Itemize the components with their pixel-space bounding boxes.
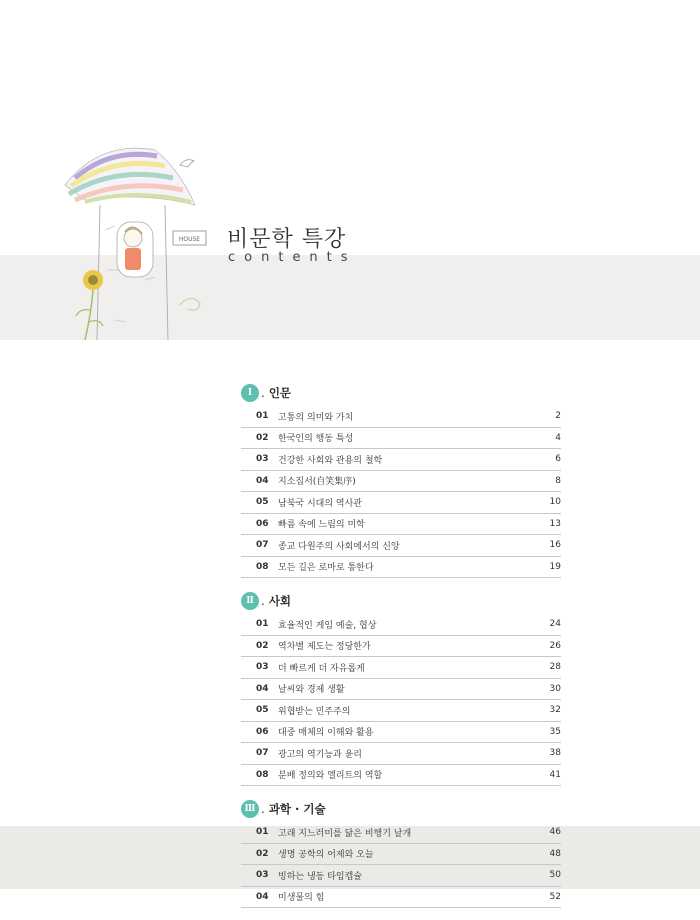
section-title: 사회: [268, 594, 292, 608]
toc-page: 16: [549, 540, 561, 551]
section-number-badge: Ⅰ: [241, 384, 259, 402]
toc-page: 8: [555, 475, 561, 486]
toc-row[interactable]: [241, 844, 561, 866]
toc-row[interactable]: [241, 514, 561, 536]
toc-row[interactable]: [241, 471, 561, 493]
section-header: [241, 382, 561, 404]
section-dot: .: [261, 594, 265, 608]
toc-row[interactable]: [241, 822, 561, 844]
toc-page: 35: [549, 726, 561, 737]
section-number-badge: Ⅲ: [241, 800, 259, 818]
toc-row[interactable]: [241, 865, 561, 887]
toc-number: 02: [256, 640, 269, 651]
section-science-technology: [241, 798, 561, 908]
toc-page: 52: [549, 891, 561, 902]
toc-page: 6: [555, 454, 561, 465]
toc-page: 10: [549, 497, 561, 508]
toc-page: 2: [555, 411, 561, 422]
toc-title: 한국인의 행동 특성: [278, 434, 354, 445]
toc-row[interactable]: [241, 449, 561, 471]
toc-title: 대중 매체의 이해와 활용: [278, 728, 374, 739]
page-subtitle: contents: [228, 250, 357, 265]
toc-title: 빙하는 냉동 타임캡슐: [278, 871, 362, 882]
toc-row[interactable]: [241, 636, 561, 658]
toc-number: 01: [256, 827, 269, 838]
toc-number: 08: [256, 561, 269, 572]
toc-row[interactable]: [241, 743, 561, 765]
toc-page: 30: [549, 683, 561, 694]
section-dot: .: [261, 386, 265, 400]
section-number-badge: Ⅱ: [241, 592, 259, 610]
toc-number: 02: [256, 848, 269, 859]
toc-number: 07: [256, 748, 269, 759]
toc-title: 미생물의 힘: [278, 893, 325, 904]
toc-row[interactable]: [241, 428, 561, 450]
toc-page: 32: [549, 705, 561, 716]
toc-number: 06: [256, 726, 269, 737]
section-society: [241, 590, 561, 786]
toc-number: 08: [256, 769, 269, 780]
toc-title: 종교 다원주의 사회에서의 신앙: [278, 541, 400, 552]
section-header: [241, 590, 561, 612]
toc-title: 고통의 의미와 가치: [278, 412, 354, 423]
toc-page: 50: [549, 870, 561, 881]
toc-title: 날씨와 경제 생활: [278, 685, 345, 696]
page-title: 비문학 특강: [227, 227, 347, 252]
toc-row[interactable]: [241, 722, 561, 744]
toc-title: 남북국 시대의 역사관: [278, 498, 362, 509]
toc-row[interactable]: [241, 614, 561, 636]
toc-title: 분배 정의와 엘리트의 역할: [278, 771, 383, 782]
toc-number: 07: [256, 540, 269, 551]
toc-number: 06: [256, 518, 269, 529]
toc-number: 04: [256, 475, 269, 486]
toc-row[interactable]: [241, 657, 561, 679]
toc-row[interactable]: [241, 535, 561, 557]
section-title: 과학 · 기술: [268, 802, 326, 816]
toc-row[interactable]: [241, 557, 561, 579]
toc-page: 38: [549, 748, 561, 759]
toc-number: 05: [256, 497, 269, 508]
toc-row[interactable]: [241, 492, 561, 514]
section-humanities: [241, 382, 561, 578]
toc-number: 03: [256, 870, 269, 881]
toc-number: 04: [256, 683, 269, 694]
toc-title: 생명 공학의 어제와 오늘: [278, 850, 374, 861]
toc-title: 역차별 제도는 정당한가: [278, 642, 371, 653]
toc-row[interactable]: [241, 679, 561, 701]
section-dot: .: [261, 802, 265, 816]
toc-page: 13: [549, 518, 561, 529]
toc-page: 28: [549, 662, 561, 673]
toc-title: 고래 지느러미를 닮은 비행기 날개: [278, 828, 412, 839]
toc-page: 48: [549, 848, 561, 859]
toc-title: 더 빠르게 더 자유롭게: [278, 663, 365, 674]
table-of-contents: [241, 382, 561, 920]
toc-row[interactable]: [241, 765, 561, 787]
toc-title: 효율적인 게임 예술, 협상: [278, 620, 377, 631]
toc-number: 03: [256, 454, 269, 465]
section-header: [241, 798, 561, 820]
section-title: 인문: [268, 386, 292, 400]
toc-page: 26: [549, 640, 561, 651]
toc-number: 04: [256, 891, 269, 902]
toc-page: 41: [549, 769, 561, 780]
toc-row[interactable]: [241, 406, 561, 428]
toc-number: 01: [256, 411, 269, 422]
toc-row[interactable]: [241, 887, 561, 909]
toc-number: 03: [256, 662, 269, 673]
toc-title: 위협받는 민주주의: [278, 706, 351, 717]
toc-page: 4: [555, 432, 561, 443]
toc-title: 건강한 사회와 관용의 철학: [278, 455, 383, 466]
toc-title: 빠름 속에 느림의 미학: [278, 520, 365, 531]
toc-number: 02: [256, 432, 269, 443]
toc-title: 광고의 역기능과 윤리: [278, 749, 362, 760]
house-sign-text: HOUSE: [178, 236, 201, 243]
toc-row[interactable]: [241, 700, 561, 722]
toc-title: 모든 길은 로마로 통한다: [278, 563, 374, 574]
toc-title: 지소집서(自笑集序): [278, 477, 356, 488]
house-girl-illustration: [45, 130, 225, 355]
toc-page: 19: [549, 561, 561, 572]
toc-page: 24: [549, 619, 561, 630]
toc-number: 01: [256, 619, 269, 630]
toc-number: 05: [256, 705, 269, 716]
toc-page: 46: [549, 827, 561, 838]
